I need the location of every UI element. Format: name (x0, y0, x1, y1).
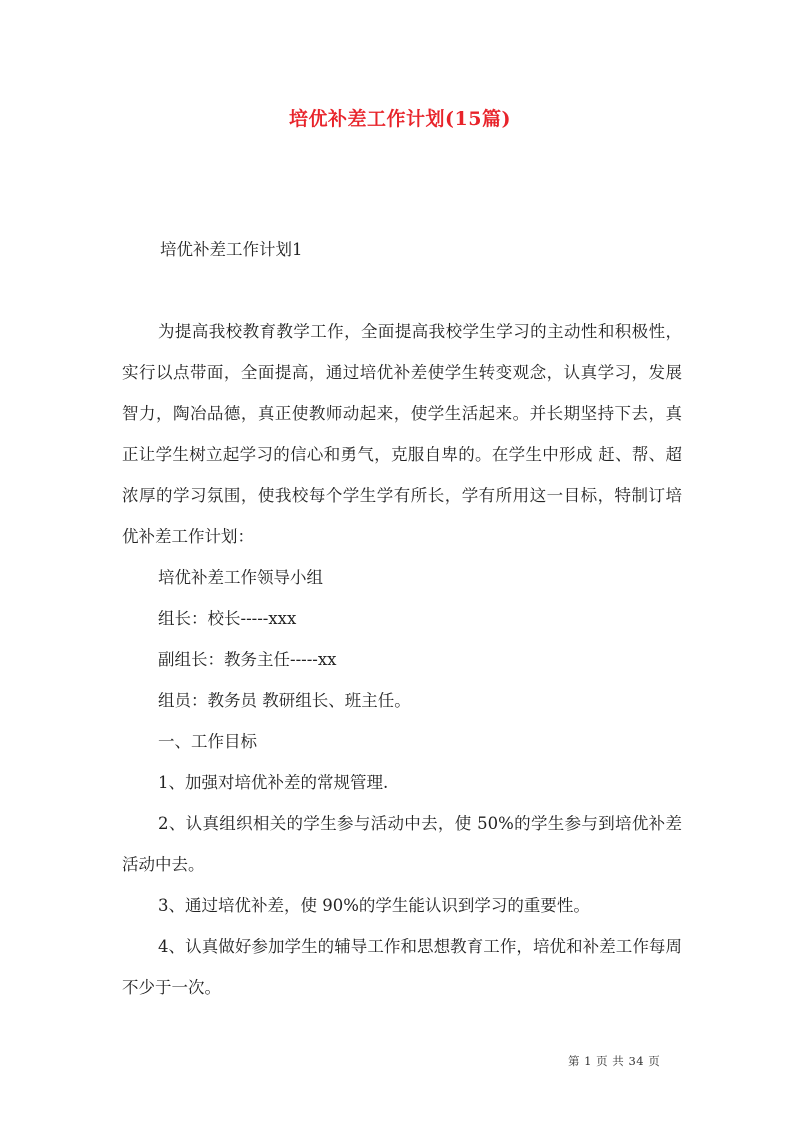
section-heading: 培优补差工作计划1 (160, 240, 303, 259)
goal-item-2: 2、认真组织相关的学生参与活动中去，使 50%的学生参与到培优补差活动中去。 (122, 814, 682, 874)
group-leader-line: 组长：校长-----xxx (158, 609, 297, 628)
deputy-leader-line: 副组长：教务主任-----xx (158, 650, 337, 669)
page-number-footer: 第 1 页 共 34 页 (568, 1054, 661, 1068)
intro-paragraph: 为提高我校教育教学工作，全面提高我校学生学习的主动性和积极性，实行以点带面，全面提高，通过培优补差使学生转变观念，认真学习，发展智力，陶冶品德，真正使教师动起来，使学生活起来。并长期坚持下去，真正让学生树立起学习的信心和勇气，克服自卑的。在学生中形成 赶、帮、超 浓厚的学习氛围，使我校每个学生学有所长，学有所用这一目标，特制订培优补差工作计划： (122, 322, 682, 546)
document-body (122, 311, 682, 1008)
work-goals-heading: 一、工作目标 (158, 732, 257, 751)
goal-item-4: 4、认真做好参加学生的辅导工作和思想教育工作，培优和补差工作每周不少于一次。 (122, 937, 682, 997)
group-members-line: 组员：教务员 教研组长、班主任。 (158, 691, 411, 710)
leadership-group-heading: 培优补差工作领导小组 (158, 568, 323, 587)
goal-item-1: 1、加强对培优补差的常规管理. (158, 773, 389, 792)
document-title: 培优补差工作计划(15篇) (289, 108, 511, 130)
goal-item-3: 3、通过培优补差，使 90%的学生能认识到学习的重要性。 (158, 896, 590, 915)
